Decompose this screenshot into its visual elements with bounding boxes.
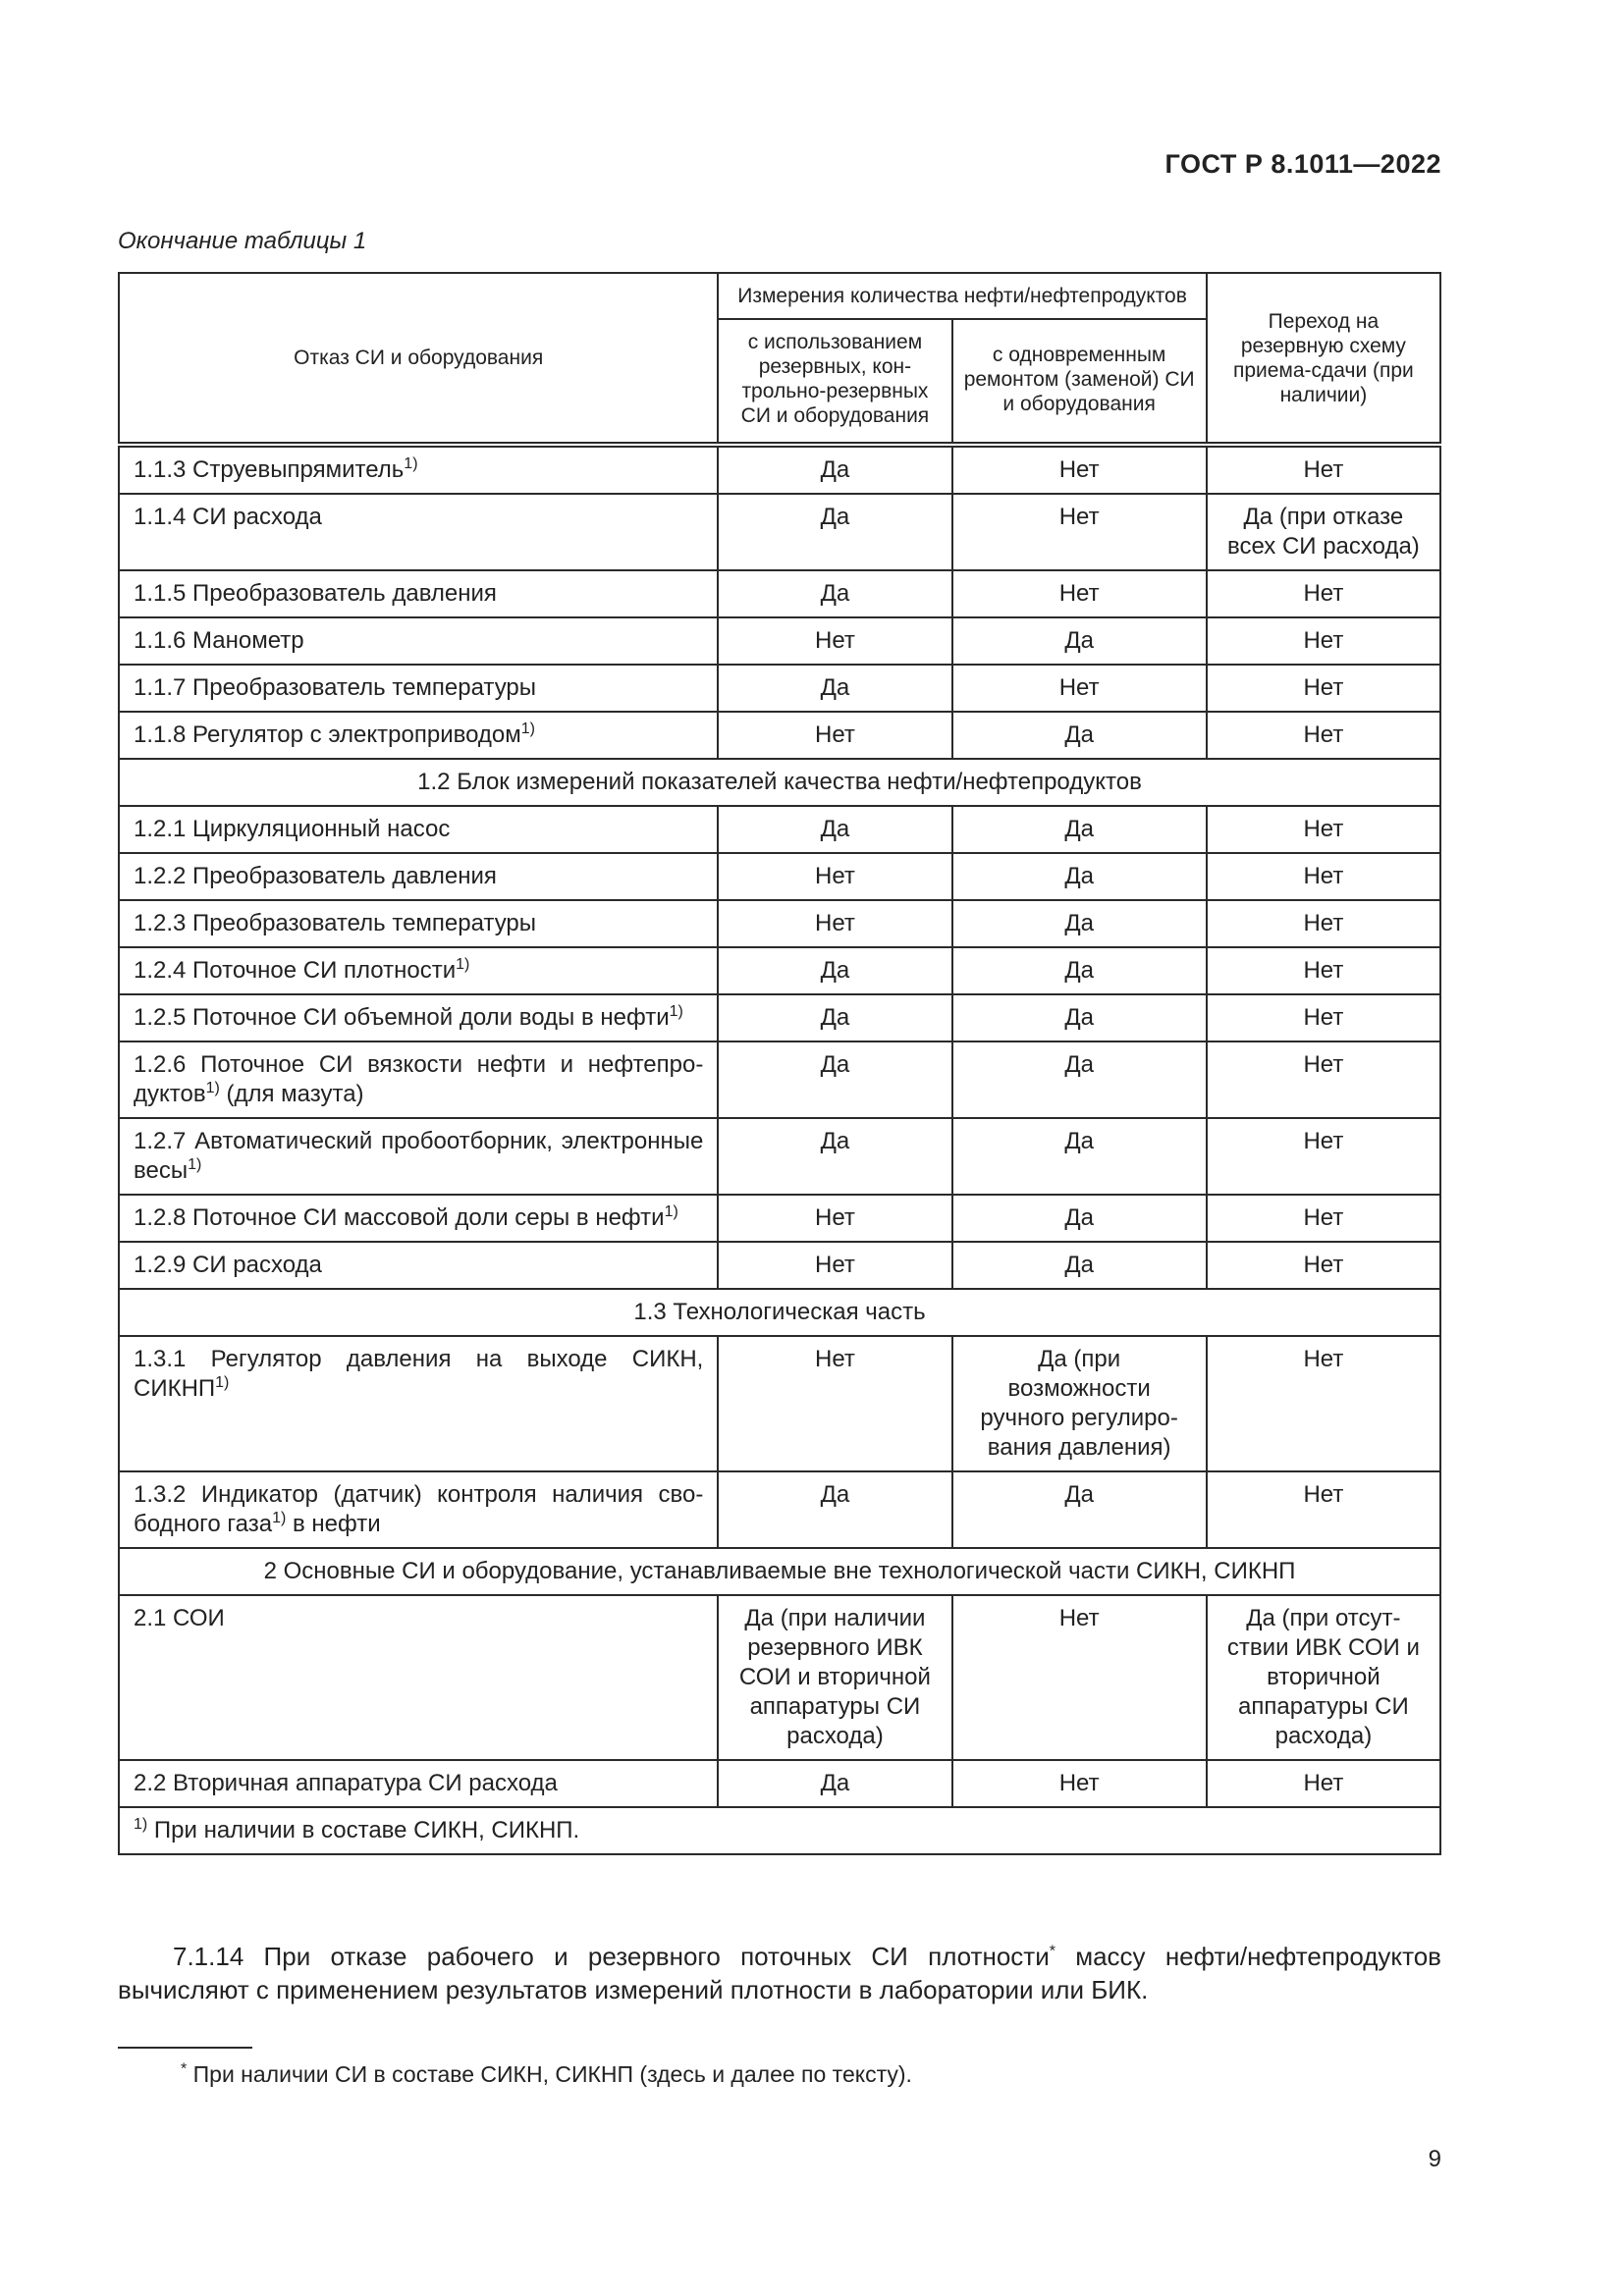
row-switch: Да (при отказе всех СИ расхода)	[1207, 494, 1440, 570]
row-name: 1.1.3 Струевыпрямитель$^{1)}$	[119, 445, 718, 494]
section-title: 1.3 Технологическая часть	[119, 1289, 1440, 1336]
section-title: 1.2 Блок измерений показателей качества нефти/нефтепродуктов	[119, 759, 1440, 806]
row-reserve: Нет	[718, 712, 951, 759]
row-switch: Нет	[1207, 900, 1440, 947]
row-reserve: Да	[718, 994, 951, 1041]
row-repair: Да (при возможности ручного регулирования давления)	[952, 1336, 1207, 1471]
section-row	[119, 1548, 1440, 1595]
row-reserve: Нет	[718, 1336, 951, 1471]
table-row	[119, 947, 1440, 994]
table-row	[119, 570, 1440, 617]
row-repair: Да	[952, 1471, 1207, 1548]
row-repair: Нет	[952, 445, 1207, 494]
row-reserve: Да	[718, 494, 951, 570]
row-name: 2.1 СОИ	[119, 1595, 718, 1760]
row-name: 1.1.6 Манометр	[119, 617, 718, 665]
equipment-failure-table	[118, 272, 1441, 1855]
row-repair: Да	[952, 1041, 1207, 1118]
row-name: 1.2.3 Преобразователь температуры	[119, 900, 718, 947]
table-row	[119, 1041, 1440, 1118]
row-repair: Да	[952, 1195, 1207, 1242]
table-row	[119, 994, 1440, 1041]
row-reserve: Нет	[718, 853, 951, 900]
header-quantity-group: Измерения количества нефти/нефтепродуктов	[718, 273, 1206, 319]
page-number: 9	[1428, 2146, 1441, 2172]
row-reserve: Да	[718, 947, 951, 994]
row-repair: Да	[952, 1118, 1207, 1195]
row-reserve: Да	[718, 1760, 951, 1807]
row-repair: Да	[952, 617, 1207, 665]
table-row	[119, 1242, 1440, 1289]
table-footnote: $^{1)}$ При наличии в составе СИКН, СИКНП.	[119, 1807, 1440, 1854]
row-reserve: Да	[718, 1471, 951, 1548]
row-name: 1.2.5 Поточное СИ объемной доли воды в нефти$^{1)}$	[119, 994, 718, 1041]
row-reserve: Да	[718, 445, 951, 494]
row-repair: Нет	[952, 494, 1207, 570]
row-switch: Нет	[1207, 665, 1440, 712]
row-repair: Да	[952, 806, 1207, 853]
row-switch: Нет	[1207, 1760, 1440, 1807]
row-reserve: Да	[718, 665, 951, 712]
row-reserve: Да (при наличии резервного ИВК СОИ и вторичной аппаратуры СИ расхода)	[718, 1595, 951, 1760]
row-name: 2.2 Вторичная аппаратура СИ расхода	[119, 1760, 718, 1807]
row-name: 1.1.4 СИ расхода	[119, 494, 718, 570]
row-repair: Да	[952, 900, 1207, 947]
row-switch: Нет	[1207, 1041, 1440, 1118]
row-switch: Нет	[1207, 1242, 1440, 1289]
row-repair: Нет	[952, 1760, 1207, 1807]
table-footnote-row	[119, 1807, 1440, 1854]
row-name: 1.2.4 Поточное СИ плотности$^{1)}$	[119, 947, 718, 994]
row-name: 1.2.2 Преобразователь давления	[119, 853, 718, 900]
row-repair: Да	[952, 712, 1207, 759]
row-name: 1.2.7 Автоматический пробоотборник, электронные весы$^{1)}$	[119, 1118, 718, 1195]
row-name: 1.2.8 Поточное СИ массовой доли серы в нефти$^{1)}$	[119, 1195, 718, 1242]
row-repair: Да	[952, 947, 1207, 994]
row-switch: Нет	[1207, 570, 1440, 617]
row-reserve: Да	[718, 806, 951, 853]
table-row	[119, 1118, 1440, 1195]
row-name: 1.1.5 Преобразователь давления	[119, 570, 718, 617]
table-row	[119, 712, 1440, 759]
row-reserve: Нет	[718, 900, 951, 947]
row-name: 1.3.1 Регулятор давления на выходе СИКН, СИКНП$^{1)}$	[119, 1336, 718, 1471]
table-row	[119, 1471, 1440, 1548]
row-switch: Нет	[1207, 853, 1440, 900]
row-repair: Да	[952, 853, 1207, 900]
section-row	[119, 759, 1440, 806]
row-reserve: Нет	[718, 1242, 951, 1289]
row-repair: Нет	[952, 665, 1207, 712]
row-reserve: Нет	[718, 1195, 951, 1242]
page-footnote: * При наличии СИ в составе СИКН, СИКНП (здесь и далее по тексту).	[181, 2060, 912, 2087]
row-switch: Нет	[1207, 617, 1440, 665]
row-repair: Да	[952, 1242, 1207, 1289]
paragraph-7-1-14: 7.1.14 При отказе рабочего и резервного поточных СИ плотности* массу нефти/нефтепродуктов вычисляют с применением результатов измерений плотности в лаборатории или БИК.	[118, 1942, 1441, 2004]
section-row	[119, 1289, 1440, 1336]
table-caption: Окончание таблицы 1	[118, 228, 367, 254]
table-row	[119, 900, 1440, 947]
row-name: 1.2.1 Циркуляционный насос	[119, 806, 718, 853]
row-switch: Нет	[1207, 1471, 1440, 1548]
row-name: 1.3.2 Индикатор (датчик) контроля наличия свободного газа$^{1)}$ в нефти	[119, 1471, 718, 1548]
document-standard-number: ГОСТ Р 8.1011—2022	[1164, 149, 1441, 179]
row-name: 1.1.7 Преобразователь температуры	[119, 665, 718, 712]
row-reserve: Нет	[718, 617, 951, 665]
table-row	[119, 1195, 1440, 1242]
row-switch: Нет	[1207, 1118, 1440, 1195]
row-name: 1.2.9 СИ расхода	[119, 1242, 718, 1289]
row-name: 1.2.6 Поточное СИ вязкости нефти и нефтепродуктов$^{1)}$ (для мазута)	[119, 1041, 718, 1118]
row-switch: Нет	[1207, 1336, 1440, 1471]
footnote-divider	[118, 2047, 252, 2049]
row-repair: Да	[952, 994, 1207, 1041]
header-failure: Отказ СИ и оборудования	[119, 273, 718, 445]
table-row	[119, 1595, 1440, 1760]
row-switch: Да (при отсутствии ИВК СОИ и вторичной аппаратуры СИ расхода)	[1207, 1595, 1440, 1760]
row-switch: Нет	[1207, 806, 1440, 853]
row-repair: Нет	[952, 1595, 1207, 1760]
row-switch: Нет	[1207, 712, 1440, 759]
table-row	[119, 806, 1440, 853]
table-row	[119, 853, 1440, 900]
row-reserve: Да	[718, 1118, 951, 1195]
table-row	[119, 445, 1440, 494]
row-switch: Нет	[1207, 994, 1440, 1041]
header-simultaneous-repair: с одновременным ремонтом (заменой) СИ и оборудования	[952, 319, 1207, 445]
header-reserve-equipment: с использованием резервных, контрольно-резервных СИ и оборудования	[718, 319, 951, 445]
equipment-failure-table-container	[118, 272, 1441, 1855]
row-reserve: Да	[718, 570, 951, 617]
row-switch: Нет	[1207, 947, 1440, 994]
table-row	[119, 1336, 1440, 1471]
row-switch: Нет	[1207, 445, 1440, 494]
row-repair: Нет	[952, 570, 1207, 617]
table-row	[119, 1760, 1440, 1807]
section-title: 2 Основные СИ и оборудование, устанавливаемые вне технологической части СИКН, СИКНП	[119, 1548, 1440, 1595]
row-switch: Нет	[1207, 1195, 1440, 1242]
row-reserve: Да	[718, 1041, 951, 1118]
table-row	[119, 617, 1440, 665]
header-switch-reserve-scheme: Переход на резервную схему приема-сдачи (при наличии)	[1207, 273, 1440, 445]
table-row	[119, 665, 1440, 712]
table-row	[119, 494, 1440, 570]
row-name: 1.1.8 Регулятор с электроприводом$^{1)}$	[119, 712, 718, 759]
